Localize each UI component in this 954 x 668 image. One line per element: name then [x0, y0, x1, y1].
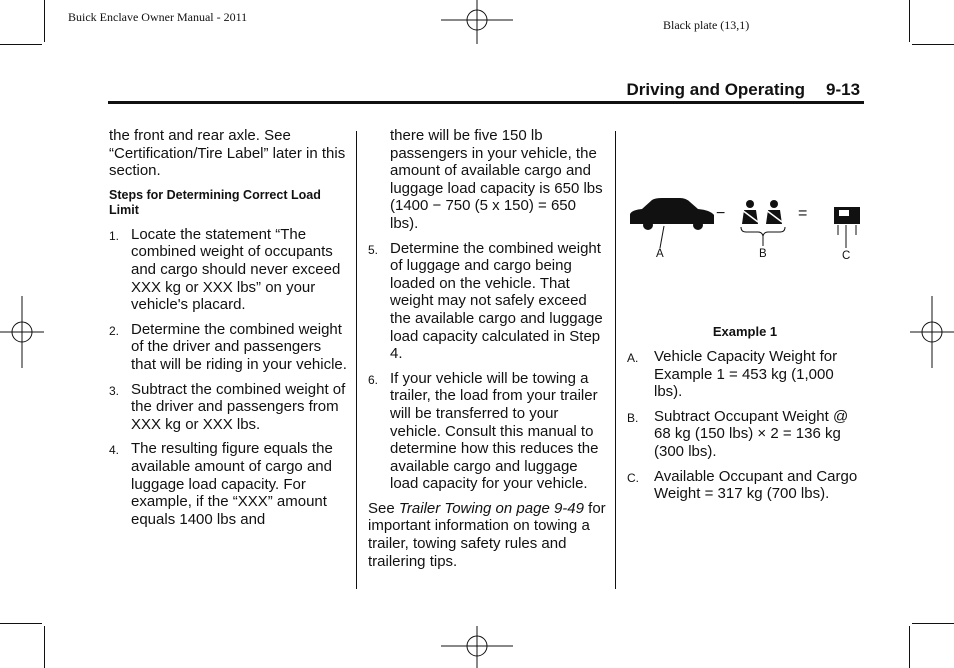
- column-divider: [615, 131, 616, 589]
- crop-mark: [912, 44, 954, 45]
- vehicle-icon: [630, 198, 714, 248]
- figure-label-c: C: [842, 250, 851, 262]
- see-rest: for important information on towing a trailer, towing safety rules and trailering tips.: [368, 499, 606, 570]
- column-divider: [356, 131, 357, 589]
- occupants-icon: [741, 200, 785, 246]
- load-limit-figure: [624, 190, 869, 270]
- list-item: [109, 226, 349, 314]
- minus-sign: −: [716, 205, 726, 222]
- manual-title: Buick Enclave Owner Manual - 2011: [68, 10, 248, 24]
- equals-sign: =: [798, 205, 808, 222]
- item-number: 4.: [109, 443, 120, 458]
- item-text: Subtract the combined weight of the driver and passengers from XXX kg or XXX lbs.: [131, 380, 346, 433]
- item-number: 2.: [109, 323, 120, 338]
- item-letter: A.: [627, 351, 639, 365]
- item-number: 5.: [368, 242, 379, 257]
- item-letter: C.: [627, 470, 639, 485]
- item-text: Determine the combined weight of the driver and passengers that will be riding in your vehicle.: [131, 320, 347, 373]
- subheading: Steps for Determining Correct Load Limit: [109, 187, 321, 217]
- crop-mark: [0, 44, 42, 45]
- continued-paragraph: there will be five 150 lb passengers in your vehicle, the amount of available cargo and luggage load capacity is 650 lbs (1400 − 750 (5 x 150) = 650 lbs).: [390, 127, 603, 232]
- registration-mark-left: [0, 296, 46, 368]
- registration-mark-bottom: [441, 624, 513, 668]
- registration-mark-right: [908, 296, 954, 368]
- see-prefix: See: [368, 499, 399, 517]
- registration-mark-top: [441, 0, 513, 48]
- list-item: [109, 440, 349, 528]
- list-item: [627, 348, 863, 401]
- item-text: Subtract Occupant Weight @ 68 kg (150 lbs) × 2 = 136 kg (300 lbs).: [654, 407, 849, 460]
- figure-label-b: B: [759, 248, 767, 260]
- crop-mark: [44, 0, 45, 42]
- intro-paragraph: the front and rear axle. See “Certification/Tire Label” later in this section.: [109, 127, 346, 180]
- crop-mark: [909, 0, 910, 42]
- item-number: 3.: [109, 383, 120, 398]
- list-item: [109, 381, 349, 434]
- plate-label: Black plate (13,1): [663, 18, 750, 32]
- item-text: The resulting figure equals the available amount of cargo and luggage load capacity. For example, if the “XXX” amount equals 1400 lbs and: [131, 440, 333, 528]
- list-item: [627, 408, 863, 461]
- crop-mark: [0, 623, 42, 624]
- section-title: Driving and Operating: [626, 80, 805, 99]
- column-2: [368, 127, 608, 570]
- list-item: [627, 468, 863, 503]
- item-text: Vehicle Capacity Weight for Example 1 = 453 kg (1,000 lbs).: [654, 348, 838, 401]
- list-item: [109, 321, 349, 374]
- item-text: Determine the combined weight of luggage and cargo being loaded on the vehicle. That weight may not safely exceed the available cargo and luggage load capacity calculated in Step 4.: [390, 239, 603, 363]
- cargo-icon: [834, 207, 860, 248]
- item-text: If your vehicle will be towing a trailer, the load from your trailer will be transferred to your vehicle. Consult this manual to determine how this reduces the available cargo and luggage load capacity for your vehicle.: [390, 369, 599, 493]
- item-text: Available Occupant and Cargo Weight = 317 kg (700 lbs).: [654, 467, 858, 503]
- item-letter: B.: [627, 410, 639, 425]
- see-also-paragraph: [368, 500, 608, 570]
- column-1: [109, 127, 349, 535]
- item-number: 6.: [368, 372, 379, 387]
- figure-label-a: A: [656, 248, 664, 260]
- crop-mark: [44, 626, 45, 668]
- cross-reference-link[interactable]: Trailer Towing on page 9-49: [398, 499, 584, 517]
- crop-mark: [909, 626, 910, 668]
- page-number: 9-13: [826, 80, 861, 99]
- figure-caption: Example 1: [712, 324, 778, 339]
- column-3: [627, 348, 863, 510]
- header-rule: [108, 101, 864, 104]
- item-text: Locate the statement “The combined weight of occupants and cargo should never exceed XXX kg or XXX lbs” on your vehicle's placard.: [131, 225, 341, 314]
- item-number: 1.: [109, 228, 120, 243]
- list-item: [368, 240, 608, 363]
- crop-mark: [912, 623, 954, 624]
- list-item: [368, 370, 608, 493]
